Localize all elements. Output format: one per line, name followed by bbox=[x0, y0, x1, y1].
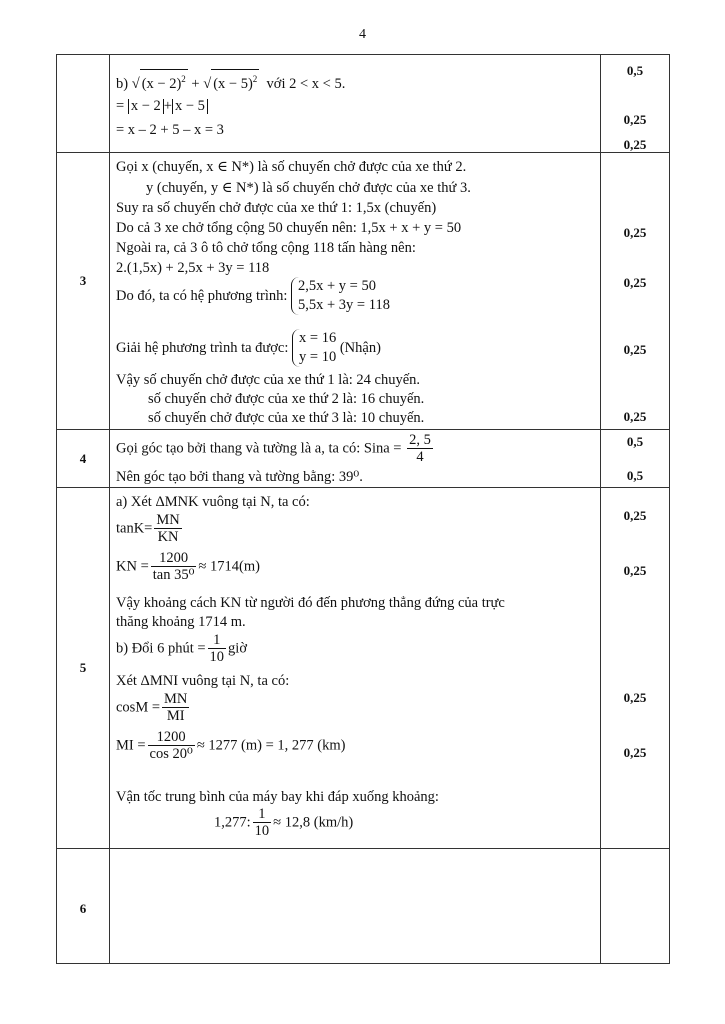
score: 0,25 bbox=[623, 112, 647, 127]
sqrt-term-2: $(x - 5)^2$ bbox=[211, 69, 259, 93]
q2-part-label: b) bbox=[116, 75, 129, 92]
equation-2: 5,5x + 3y = 118 bbox=[298, 297, 390, 313]
score: 0,5 bbox=[626, 434, 644, 449]
kn-formula: KN = $\frac{1200}{\text{tan 35⁰}}$ ≈ 1714(m) bbox=[116, 550, 260, 583]
solution-cell bbox=[110, 430, 601, 487]
abs-term-2: x − 5 bbox=[172, 99, 208, 114]
q5-line: Xét ΔMNI vuông tại N, ta có: bbox=[116, 673, 290, 689]
q5-convert-line: b) Đổi 6 phút = $\frac{1}{10}$ giờ bbox=[116, 632, 247, 665]
q4-line-2: Nên góc tạo bởi thang và tường bằng: 39⁰. bbox=[116, 469, 363, 485]
row-q5 bbox=[57, 488, 669, 849]
answer-table bbox=[56, 54, 670, 964]
q3-line: 2.(1,5x) + 2,5x + 3y = 118 bbox=[116, 260, 270, 276]
score-cell bbox=[601, 430, 669, 487]
sine-fraction: $\frac{2, 5}{4}$ bbox=[409, 432, 431, 465]
score: 0,25 bbox=[623, 225, 647, 240]
q3-line: Gọi x (chuyến, x ∈ N*) là số chuyến chở được của xe thứ 2. bbox=[116, 159, 467, 175]
score: 0,25 bbox=[623, 137, 647, 152]
q5-line: a) Xét ΔMNK vuông tại N, ta có: bbox=[116, 494, 310, 510]
q3-line: số chuyến chở được của xe thứ 2 là: 16 chuyến. bbox=[148, 391, 425, 407]
row-q4 bbox=[57, 430, 669, 488]
mi-formula: MI = $\frac{1200}{\text{cos 20⁰}}$ ≈ 1277 (m) = 1, 277 (km) bbox=[116, 729, 346, 762]
question-number-cell bbox=[57, 849, 110, 963]
question-number: 4 bbox=[79, 451, 87, 466]
q2-line-2: = x − 2 + x − 5 bbox=[116, 97, 208, 115]
q3-line: y (chuyến, y ∈ N*) là số chuyến chở được của xe thứ 3. bbox=[146, 180, 471, 196]
q2-line-3: = x – 2 + 5 – x = 3 bbox=[116, 122, 224, 138]
question-number-cell bbox=[57, 153, 110, 429]
q3-solution-line: Giải hệ phương trình ta được: x = 16 y = 10 (Nhận) bbox=[116, 330, 381, 365]
score: 0,25 bbox=[623, 563, 647, 578]
score-cell bbox=[601, 849, 669, 963]
velocity-formula: 1,277: $\frac{1}{10}$ ≈ 12,8 (km/h) bbox=[214, 806, 354, 839]
q3-line: Vậy số chuyến chở được của xe thứ 1 là: 24 chuyến. bbox=[116, 372, 421, 388]
accepted-note: (Nhận) bbox=[339, 340, 381, 356]
q3-line: Suy ra số chuyến chở được của xe thứ 1: 1,5x (chuyến) bbox=[116, 200, 437, 216]
equation-1: 2,5x + y = 50 bbox=[298, 278, 376, 294]
tan-formula: tanK= $\frac{MN}{KN}$ bbox=[116, 512, 180, 545]
solution-system bbox=[292, 329, 336, 367]
score: 0,25 bbox=[623, 508, 647, 523]
solution-cell bbox=[110, 153, 601, 429]
score: 0,5 bbox=[626, 468, 644, 483]
score: 0,25 bbox=[623, 409, 647, 424]
question-number: 5 bbox=[79, 660, 87, 675]
score-cell bbox=[601, 55, 669, 152]
question-number-cell bbox=[57, 488, 110, 848]
q4-line-1: Gọi góc tạo bởi thang và tường là a, ta có: Sina = $\frac{2, 5}{4}$ bbox=[116, 432, 431, 465]
score: 0,25 bbox=[623, 342, 647, 357]
plus-sign: + bbox=[191, 75, 200, 92]
score: 0,25 bbox=[623, 275, 647, 290]
question-number-cell bbox=[57, 430, 110, 487]
score: 0,25 bbox=[623, 745, 647, 760]
q2-line-1: b) √ $(x - 2)^2$ + √ $(x - 5)^2$ với 2 < x < 5. bbox=[116, 69, 345, 93]
question-number: 3 bbox=[79, 273, 87, 288]
score: 0,25 bbox=[623, 690, 647, 705]
q3-line: Ngoài ra, cả 3 ô tô chở tổng cộng 118 tấn hàng nên: bbox=[116, 240, 416, 256]
sqrt-term-1: $(x - 2)^2$ bbox=[140, 69, 188, 93]
cos-formula: cosM = $\frac{MN}{MI}$ bbox=[116, 691, 188, 724]
q2-condition: với 2 < x < 5. bbox=[266, 75, 346, 92]
solution-cell bbox=[110, 849, 601, 963]
q3-line: Do cả 3 xe chở tổng cộng 50 chuyến nên: 1,5x + x + y = 50 bbox=[116, 220, 462, 236]
abs-term-1: x − 2 bbox=[128, 99, 164, 114]
solution-y: y = 10 bbox=[299, 349, 337, 365]
score: 0,5 bbox=[626, 63, 644, 78]
solution-cell bbox=[110, 55, 601, 152]
equation-system bbox=[291, 277, 390, 315]
page-number: 4 bbox=[359, 27, 366, 42]
solution-cell bbox=[110, 488, 601, 848]
q5-line: Vận tốc trung bình của máy bay khi đáp xuống khoảng: bbox=[116, 789, 439, 805]
q3-line: số chuyến chở được của xe thứ 3 là: 10 chuyến. bbox=[148, 410, 425, 426]
question-number: 6 bbox=[79, 901, 87, 916]
score-cell bbox=[601, 153, 669, 429]
q3-system-line: Do đó, ta có hệ phương trình: 2,5x + y = 50 5,5x + 3y = 118 bbox=[116, 278, 390, 313]
row-q3 bbox=[57, 153, 669, 430]
q5-line: thăng khoảng 1714 m. bbox=[116, 614, 246, 630]
row-q6 bbox=[57, 849, 669, 963]
solution-x: x = 16 bbox=[299, 330, 337, 346]
q5-line: Vậy khoảng cách KN từ người đó đến phương thẳng đứng của trực bbox=[116, 595, 505, 611]
question-number-cell bbox=[57, 55, 110, 152]
score-cell bbox=[601, 488, 669, 848]
row-q2b bbox=[57, 55, 669, 153]
